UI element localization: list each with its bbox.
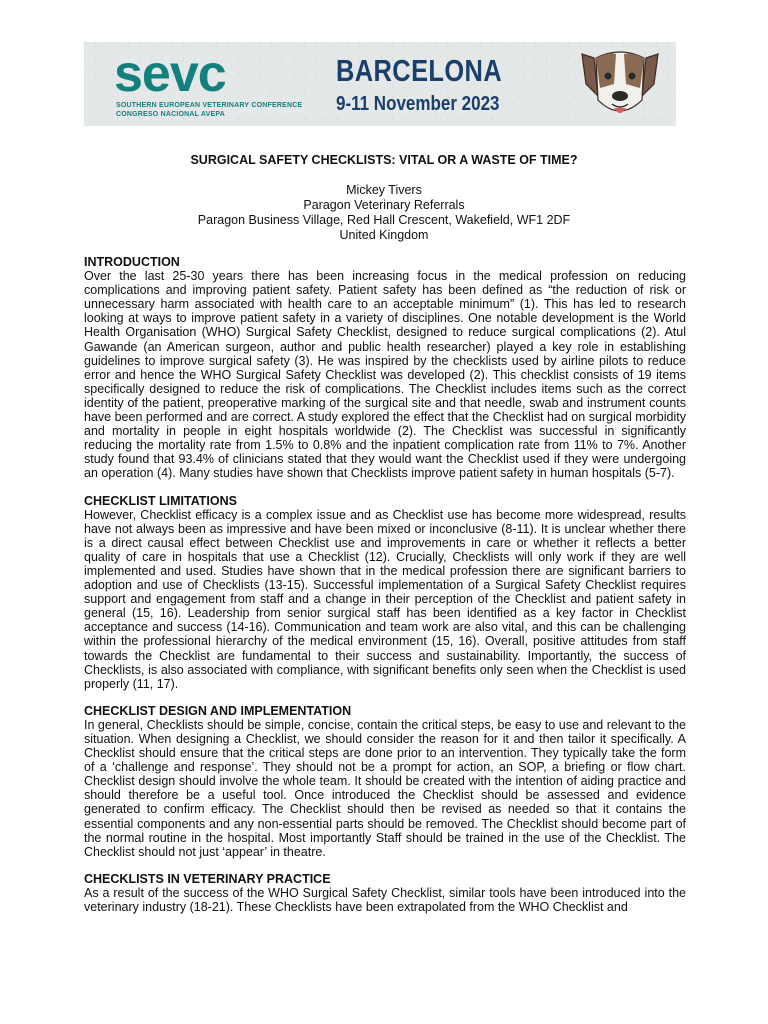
article-body — [84, 255, 686, 927]
section-paragraph: However, Checklist efficacy is a complex issue and as Checklist use has become more widespread, results have not always been as impressive and have been mixed or inconclusive (8-11). It is unclear whether there is a direct causal effect between Checklist use and improvements in care or whether it reflects a better quality of care in hospitals that use a Checklist (12). Crucially, Checklists will only work if they are well implemented and used. Studies have shown that in the medical profession there are significant barriers to adoption and use of Checklists (13-15). Successful implementation of a Surgical Safety Checklist requires support and engagement from staff and a change in their perception of the Checklist and patient safety in general (15, 16). Leadership from senior surgical staff has been identified as a key factor in Checklist acceptance and success (14-16). Communication and team work are also vital, and this can be challenging within the professional hierarchy of the medical environment (15, 16). Overall, positive attitudes from staff towards the Checklist are fundamental to their success and sustainability. Importantly, the success of Checklists, is also associated with compliance, with significant benefits only seen when the Checklist is used properly (11, 17). — [84, 507, 686, 691]
author-block — [0, 183, 768, 243]
author-country: United Kingdom — [339, 228, 429, 242]
author-address: Paragon Business Village, Red Hall Crescent, Wakefield, WF1 2DF — [197, 213, 571, 227]
section-heading: CHECKLIST DESIGN AND IMPLEMENTATION — [84, 703, 352, 718]
logo-subtitle-2: CONGRESO NACIONAL AVEPA — [116, 111, 225, 118]
dog-mascot-icon — [574, 44, 666, 124]
page-title: SURGICAL SAFETY CHECKLISTS: VITAL OR A WASTE OF TIME? — [190, 153, 578, 167]
section-checklist-limitations — [84, 494, 686, 691]
conference-banner — [84, 42, 676, 126]
author-name: Mickey Tivers — [346, 183, 422, 197]
section-heading: CHECKLISTS IN VETERINARY PRACTICE — [84, 871, 331, 886]
section-heading: CHECKLIST LIMITATIONS — [84, 493, 237, 508]
logo-subtitle-1: SOUTHERN EUROPEAN VETERINARY CONFERENCE — [116, 102, 303, 109]
section-heading: INTRODUCTION — [84, 255, 180, 269]
section-paragraph: As a result of the success of the WHO Surgical Safety Checklist, similar tools have been introduced into the veterinary industry (18-21). These Checklists have been extrapolated from the WHO Checklist and — [84, 885, 686, 915]
section-veterinary-practice — [84, 872, 686, 914]
author-org: Paragon Veterinary Referrals — [303, 198, 465, 212]
banner-city: BARCELONA — [336, 53, 503, 88]
section-paragraph: In general, Checklists should be simple, concise, contain the critical steps, be easy to use and relevant to the situation. When designing a Checklist, we should consider the reason for it and then tailor it specifically. A Checklist should ensure that the critical steps are done prior to an intervention. They typically take the form of a ‘challenge and response’. They should not be a prompt for action, an SOP, a briefing or flow chart. Checklist design should involve the whole team. It should be created with the intention of aiding practice and should therefore be a useful tool. Once introduced the Checklist should be assessed and evidence generated to confirm efficacy. The Checklist should then be revised as needed so that it contains the essential components and any non-essential parts should be removed. The Checklist should become part of the normal routine in the hospital. Most importantly Staff should be trained in the use of the Checklist. The Checklist should not just ‘appear’ in theatre. — [84, 717, 686, 859]
sevc-logo: sevc — [114, 45, 226, 103]
banner-dates: 9-11 November 2023 — [336, 93, 500, 115]
section-checklist-design — [84, 704, 686, 859]
section-paragraph: Over the last 25-30 years there has been increasing focus in the medical profession on reducing complications and improving patient safety. Patient safety has been defined as “the reduction of risk or unnecessary harm associated with health care to an acceptable minimum” (1). This has led to research looking at ways to improve patient safety in a variety of disciplines. One notable development is the World Health Organisation (WHO) Surgical Safety Checklist, designed to reduce surgical complications (2). Atul Gawande (an American surgeon, author and public health researcher) played a key role in establishing guidelines to improve surgical safety (3). He was inspired by the checklists used by airline pilots to reduce error and hence the WHO Surgical Safety Checklist was developed (2). This checklist consists of 19 items specifically designed to reduce the risk of complications. The Checklist includes items such as the correct identity of the patient, preoperative marking of the surgical site and that needle, swab and instrument counts have been performed and are correct. A study explored the effect that the Checklist had on surgical morbidity and mortality in people in eight hospitals worldwide (2). The Checklist was successful in significantly reducing the mortality rate from 1.5% to 0.8% and the inpatient complication rate from 11% to 7%. Another study found that 93.4% of clinicians stated that they would want the Checklist used if they were undergoing an operation (4). Many studies have shown that Checklists improve patient safety in human hospitals (5-7). — [84, 269, 686, 481]
section-introduction — [84, 255, 686, 481]
